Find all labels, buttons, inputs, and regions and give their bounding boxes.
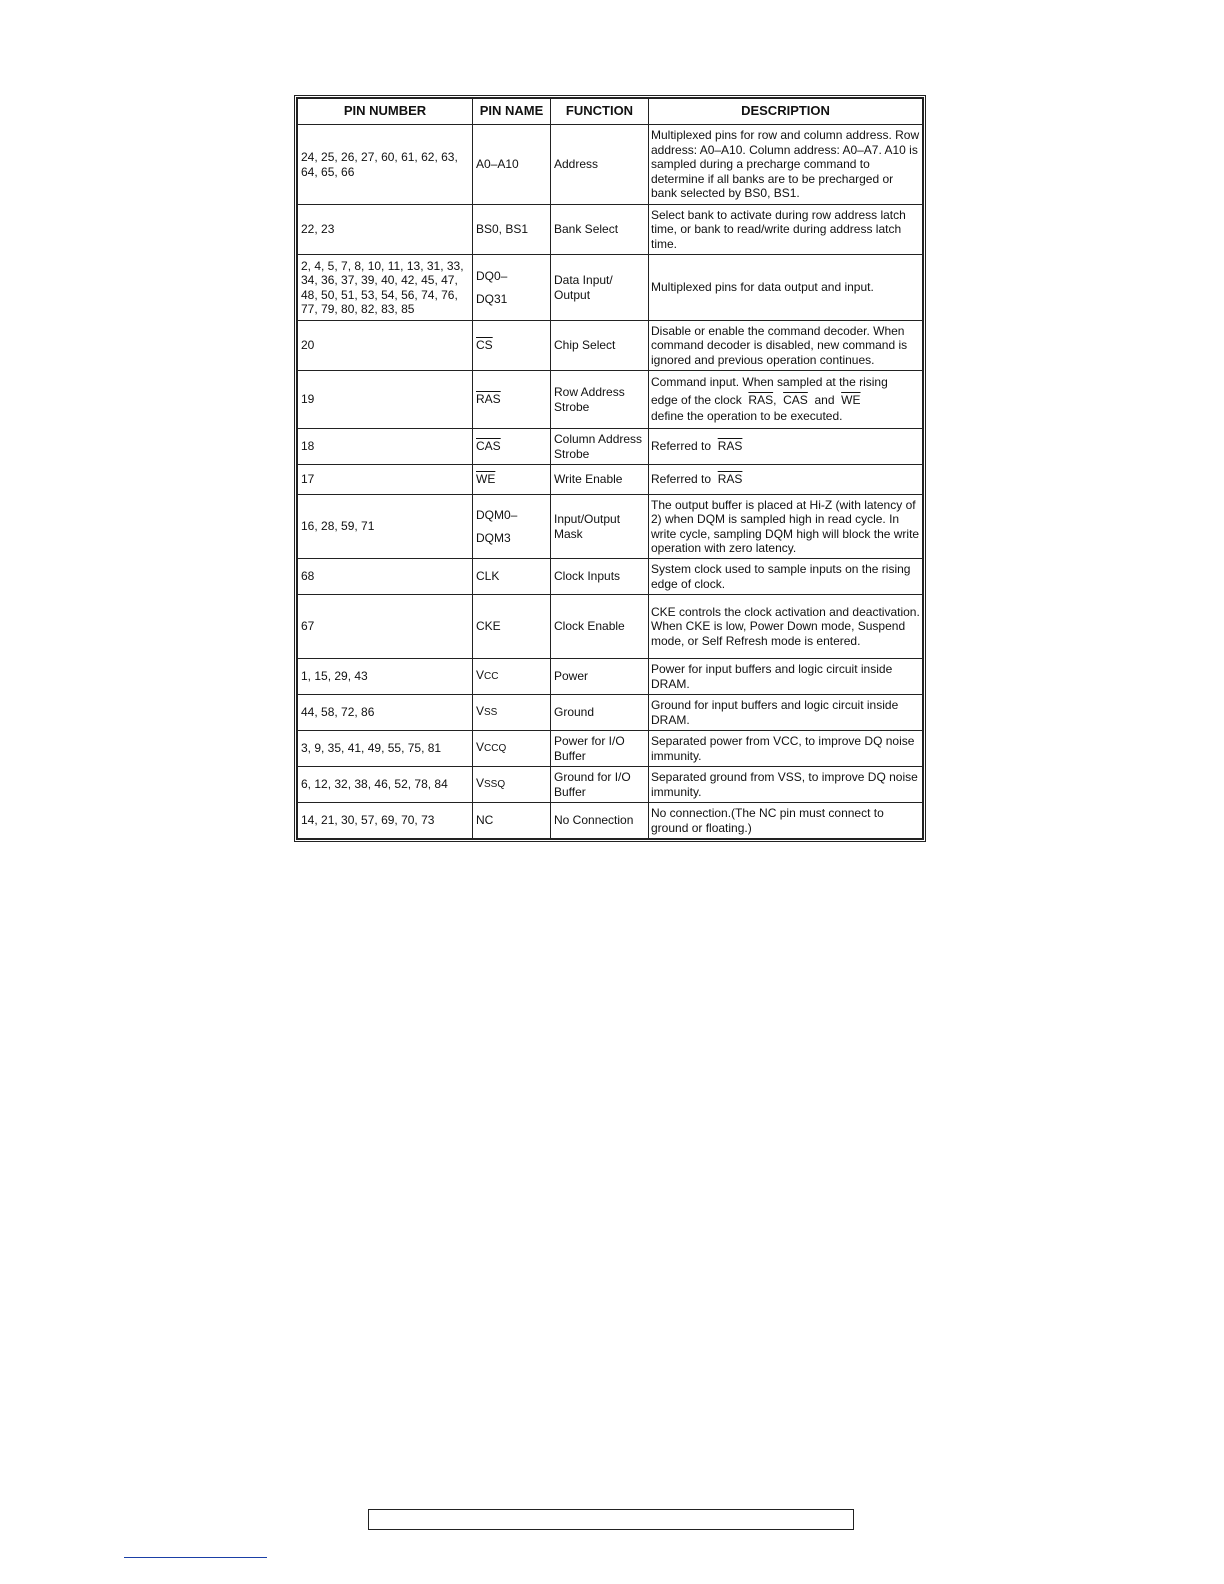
pin-name-sub: SS bbox=[484, 707, 498, 719]
description-cell: The output buffer is placed at Hi-Z (with latency of 2) when DQM is sampled high in read cycle. In write cycle, sampling DQM high will block the write operation with zero latency. bbox=[649, 495, 923, 559]
pin-name-cell bbox=[473, 429, 551, 465]
pin-name-line: DQM3 bbox=[476, 530, 511, 545]
function-cell: Bank Select bbox=[551, 205, 649, 255]
footer-box bbox=[368, 1509, 854, 1530]
description-cell bbox=[649, 465, 923, 495]
pin-name-cell: BS0, BS1 bbox=[473, 205, 551, 255]
pin-name-line: DQ31 bbox=[476, 291, 508, 306]
pin-name-cell bbox=[473, 731, 551, 767]
table-row bbox=[298, 595, 923, 659]
pin-number-cell: 24, 25, 26, 27, 60, 61, 62, 63, 64, 65, 66 bbox=[298, 125, 473, 205]
header-description: DESCRIPTION bbox=[649, 99, 923, 125]
description-line: Command input. When sampled at the rising bbox=[651, 375, 888, 390]
pin-number-cell: 3, 9, 35, 41, 49, 55, 75, 81 bbox=[298, 731, 473, 767]
table-row bbox=[298, 767, 923, 803]
pin-name-cell bbox=[473, 767, 551, 803]
function-cell: Row Address Strobe bbox=[551, 371, 649, 429]
description-text: edge of the clock bbox=[651, 392, 742, 407]
function-cell: Clock Enable bbox=[551, 595, 649, 659]
pin-name-line: DQ0– bbox=[476, 269, 508, 283]
signal-ref-ras: $\overline{RAS}$ bbox=[717, 439, 743, 454]
description-cell: Select bank to activate during row address latch time, or bank to read/write during address latch time. bbox=[649, 205, 923, 255]
signal-ref-ras: $\overline{RAS}$ bbox=[748, 392, 774, 407]
pin-name-cell bbox=[473, 321, 551, 371]
table-row bbox=[298, 659, 923, 695]
pin-name-cell bbox=[473, 255, 551, 321]
pin-name-overlined: $\overline{WE}$ bbox=[476, 472, 496, 487]
signal-ref-we: $\overline{WE}$ bbox=[841, 392, 861, 407]
pin-name-cell bbox=[473, 465, 551, 495]
pin-description-table bbox=[297, 98, 923, 839]
pin-name-main: V bbox=[476, 668, 485, 683]
pin-name-overlined: $\overline{RAS}$ bbox=[476, 392, 501, 407]
table-row bbox=[298, 559, 923, 595]
description-text: , bbox=[773, 392, 777, 407]
pin-name-main: V bbox=[476, 704, 485, 719]
description-cell: System clock used to sample inputs on the rising edge of clock. bbox=[649, 559, 923, 595]
pin-number-cell: 6, 12, 32, 38, 46, 52, 78, 84 bbox=[298, 767, 473, 803]
table-row bbox=[298, 465, 923, 495]
description-text: Referred to bbox=[651, 472, 712, 487]
description-cell: CKE controls the clock activation and deactivation. When CKE is low, Power Down mode, Suspend mode, or Self Refresh mode is entered. bbox=[649, 595, 923, 659]
pin-name-cell: NC bbox=[473, 803, 551, 839]
description-text: and bbox=[814, 392, 835, 407]
pin-number-cell: 14, 21, 30, 57, 69, 70, 73 bbox=[298, 803, 473, 839]
pin-name-overlined: $\overline{CS}$ bbox=[476, 338, 493, 353]
function-cell: Chip Select bbox=[551, 321, 649, 371]
pin-name-sub: CC bbox=[484, 671, 499, 683]
description-cell bbox=[649, 429, 923, 465]
table-row bbox=[298, 495, 923, 559]
signal-ref-cas: $\overline{CAS}$ bbox=[783, 392, 808, 407]
signal-ref-ras: $\overline{RAS}$ bbox=[717, 472, 743, 487]
table-row bbox=[298, 803, 923, 839]
pin-name-cell: CLK bbox=[473, 559, 551, 595]
pin-name-main: V bbox=[476, 740, 485, 755]
description-cell: No connection.(The NC pin must connect to ground or floating.) bbox=[649, 803, 923, 839]
header-pin-number: PIN NUMBER bbox=[298, 99, 473, 125]
table-row bbox=[298, 371, 923, 429]
table-row bbox=[298, 255, 923, 321]
table-row bbox=[298, 695, 923, 731]
table-header-row bbox=[298, 99, 923, 125]
function-cell: Power for I/O Buffer bbox=[551, 731, 649, 767]
description-cell bbox=[649, 371, 923, 429]
table-row bbox=[298, 731, 923, 767]
function-cell: Write Enable bbox=[551, 465, 649, 495]
pin-number-cell: 18 bbox=[298, 429, 473, 465]
description-line bbox=[651, 393, 920, 408]
pin-name-cell bbox=[473, 495, 551, 559]
function-cell: Data Input/ Output bbox=[551, 255, 649, 321]
table-row bbox=[298, 125, 923, 205]
header-pin-name: PIN NAME bbox=[473, 99, 551, 125]
pin-name-main: V bbox=[476, 776, 485, 791]
footer-rule bbox=[124, 1557, 267, 1558]
header-function: FUNCTION bbox=[551, 99, 649, 125]
pin-name-line: DQM0– bbox=[476, 508, 518, 522]
table-row bbox=[298, 205, 923, 255]
pin-name-cell: A0–A10 bbox=[473, 125, 551, 205]
function-cell: Clock Inputs bbox=[551, 559, 649, 595]
description-cell: Separated ground from VSS, to improve DQ noise immunity. bbox=[649, 767, 923, 803]
pin-description-table-frame bbox=[294, 95, 926, 842]
pin-number-cell: 1, 15, 29, 43 bbox=[298, 659, 473, 695]
function-cell: Address bbox=[551, 125, 649, 205]
function-cell: Ground for I/O Buffer bbox=[551, 767, 649, 803]
function-cell: No Connection bbox=[551, 803, 649, 839]
pin-number-cell: 2, 4, 5, 7, 8, 10, 11, 13, 31, 33, 34, 36, 37, 39, 40, 42, 45, 47, 48, 50, 51, 53, 54, 56, 74, 76, 77, 79, 80, 82, 83, 85 bbox=[298, 255, 473, 321]
pin-number-cell: 44, 58, 72, 86 bbox=[298, 695, 473, 731]
pin-name-overlined: $\overline{CAS}$ bbox=[476, 439, 501, 454]
pin-number-cell: 16, 28, 59, 71 bbox=[298, 495, 473, 559]
description-cell: Multiplexed pins for data output and input. bbox=[649, 255, 923, 321]
description-cell: Separated power from VCC, to improve DQ noise immunity. bbox=[649, 731, 923, 767]
pin-name-cell bbox=[473, 659, 551, 695]
function-cell: Ground bbox=[551, 695, 649, 731]
pin-number-cell: 17 bbox=[298, 465, 473, 495]
description-line: define the operation to be executed. bbox=[651, 409, 843, 424]
description-text: Referred to bbox=[651, 439, 712, 454]
pin-name-cell: CKE bbox=[473, 595, 551, 659]
pin-number-cell: 67 bbox=[298, 595, 473, 659]
pin-name-sub: CCQ bbox=[484, 743, 507, 755]
table-row bbox=[298, 429, 923, 465]
pin-number-cell: 68 bbox=[298, 559, 473, 595]
pin-number-cell: 22, 23 bbox=[298, 205, 473, 255]
function-cell: Column Address Strobe bbox=[551, 429, 649, 465]
description-cell: Power for input buffers and logic circuit inside DRAM. bbox=[649, 659, 923, 695]
table-row bbox=[298, 321, 923, 371]
description-cell: Multiplexed pins for row and column address. Row address: A0–A10. Column address: A0–A7. A10 is sampled during a precharge command to determine if all banks are to be precharged or bank selected by BS0, BS1. bbox=[649, 125, 923, 205]
pin-name-cell bbox=[473, 371, 551, 429]
function-cell: Power bbox=[551, 659, 649, 695]
description-cell: Ground for input buffers and logic circuit inside DRAM. bbox=[649, 695, 923, 731]
function-cell: Input/Output Mask bbox=[551, 495, 649, 559]
description-cell: Disable or enable the command decoder. When command decoder is disabled, new command is ignored and previous operation continues. bbox=[649, 321, 923, 371]
pin-number-cell: 19 bbox=[298, 371, 473, 429]
pin-name-sub: SSQ bbox=[484, 779, 506, 791]
pin-name-cell bbox=[473, 695, 551, 731]
pin-number-cell: 20 bbox=[298, 321, 473, 371]
